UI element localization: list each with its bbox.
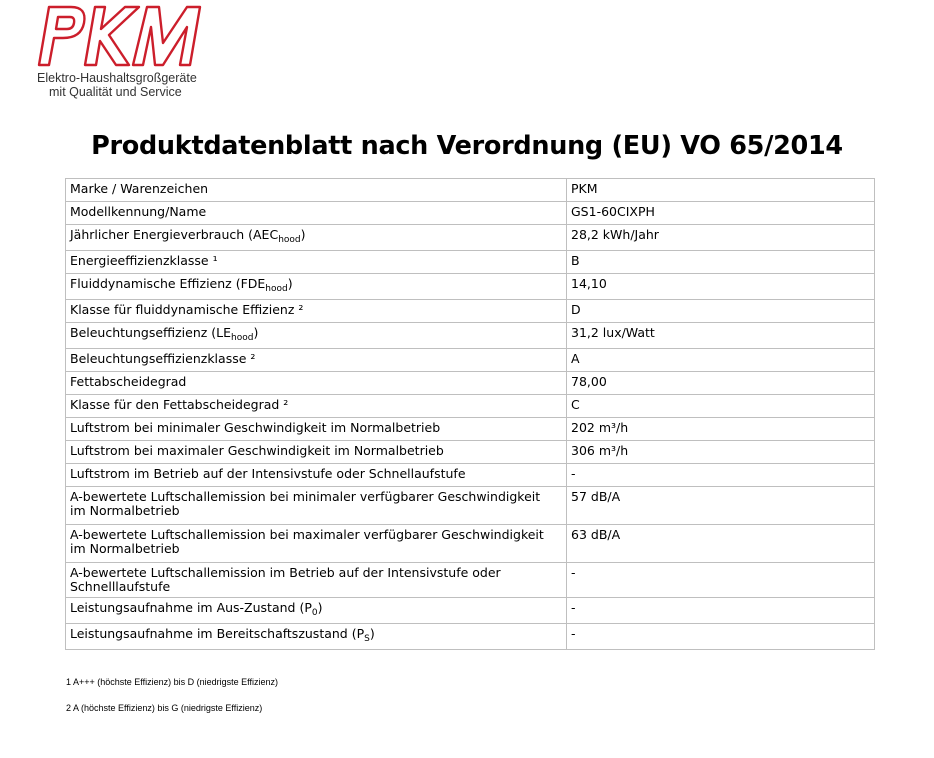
row-label: A-bewertete Luftschallemission im Betrieb auf der Intensivstufe oder Schnelllaufstufe (66, 563, 567, 598)
pkm-logo (37, 3, 202, 97)
table-row (66, 418, 875, 441)
row-label: Klasse für den Fettabscheidegrad ² (66, 395, 567, 418)
row-label-subscript: 0 (311, 608, 318, 618)
row-label-text: Leistungsaufnahme im Bereitschaftszustand (P (70, 626, 365, 641)
page-title: Produktdatenblatt nach Verordnung (EU) VO 65/2014 (91, 131, 843, 161)
row-label: Energieeffizienzklasse ¹ (66, 251, 567, 274)
row-label-text: Leistungsaufnahme im Aus-Zustand (P (70, 600, 312, 615)
row-label-text: Jährlicher Energieverbrauch (AEC (70, 227, 279, 242)
row-label: Luftstrom bei maximaler Geschwindigkeit im Normalbetrieb (66, 441, 567, 464)
row-label: Luftstrom bei minimaler Geschwindigkeit im Normalbetrieb (66, 418, 567, 441)
row-value: A (567, 349, 875, 372)
logo-tagline-1: Elektro-Haushaltsgroßgeräte (37, 71, 197, 85)
row-label (66, 323, 567, 349)
row-label (66, 274, 567, 300)
row-value: 306 m³/h (567, 441, 875, 464)
row-value: 202 m³/h (567, 418, 875, 441)
row-label (66, 525, 567, 563)
row-value: D (567, 300, 875, 323)
row-label-text: Fluiddynamische Effizienz (FDE (70, 276, 266, 291)
row-label (66, 598, 567, 624)
row-label-text: Beleuchtungseffizienz (LE (70, 325, 232, 340)
table-row (66, 441, 875, 464)
table-row (66, 251, 875, 274)
row-label (66, 487, 567, 525)
table-row (66, 179, 875, 202)
table-row (66, 525, 875, 563)
row-value: GS1-60CIXPH (567, 202, 875, 225)
row-value: PKM (567, 179, 875, 202)
row-label: Modellkennung/Name (66, 202, 567, 225)
footnote-1: 1 A+++ (höchste Effizienz) bis D (niedrigste Effizienz) (66, 677, 279, 687)
row-label-close: ) (287, 276, 293, 291)
logo-tagline-2: mit Qualität und Service (49, 85, 182, 99)
table-row (66, 598, 875, 624)
row-value: 63 dB/A (567, 525, 875, 563)
table-row (66, 323, 875, 349)
row-value: 78,00 (567, 372, 875, 395)
table-row (66, 274, 875, 300)
row-label-close: ) (253, 325, 259, 340)
row-label: Luftstrom im Betrieb auf der Intensivstufe oder Schnellaufstufe (66, 464, 567, 487)
row-value: - (567, 464, 875, 487)
table-row (66, 202, 875, 225)
table-row (66, 487, 875, 525)
row-value: 28,2 kWh/Jahr (567, 225, 875, 251)
row-label-close: ) (369, 626, 375, 641)
pkm-logo-mark (37, 3, 202, 69)
row-label (66, 225, 567, 251)
footnote-2: 2 A (höchste Effizienz) bis G (niedrigste Effizienz) (66, 703, 263, 713)
row-label-line-2: im Normalbetrieb (70, 541, 180, 556)
row-value: 14,10 (567, 274, 875, 300)
table-row (66, 372, 875, 395)
table-row (66, 225, 875, 251)
row-label: Beleuchtungseffizienzklasse ² (66, 349, 567, 372)
table-row (66, 349, 875, 372)
row-label-subscript: hood (265, 284, 288, 294)
table-row (66, 395, 875, 418)
row-label-subscript: hood (231, 333, 254, 343)
row-value: 57 dB/A (567, 487, 875, 525)
row-value: 31,2 lux/Watt (567, 323, 875, 349)
table-row (66, 624, 875, 650)
row-label-line-1: A-bewertete Luftschallemission bei minimaler verfügbarer Geschwindigkeit (70, 489, 541, 504)
table-row (66, 563, 875, 598)
row-value: - (567, 598, 875, 624)
product-data-table (65, 178, 875, 650)
table-row (66, 464, 875, 487)
row-label-close: ) (300, 227, 306, 242)
row-label (66, 624, 567, 650)
row-value: B (567, 251, 875, 274)
row-label: Marke / Warenzeichen (66, 179, 567, 202)
row-label-subscript: S (364, 634, 370, 644)
row-label-close: ) (317, 600, 323, 615)
row-label-line-1: A-bewertete Luftschallemission bei maximaler verfügbarer Geschwindigkeit (70, 527, 544, 542)
row-value: - (567, 563, 875, 598)
row-label: Fettabscheidegrad (66, 372, 567, 395)
row-label-subscript: hood (278, 235, 301, 245)
row-value: - (567, 624, 875, 650)
row-label-line-2: im Normalbetrieb (70, 503, 180, 518)
row-value: C (567, 395, 875, 418)
table-row (66, 300, 875, 323)
row-label: Klasse für fluiddynamische Effizienz ² (66, 300, 567, 323)
